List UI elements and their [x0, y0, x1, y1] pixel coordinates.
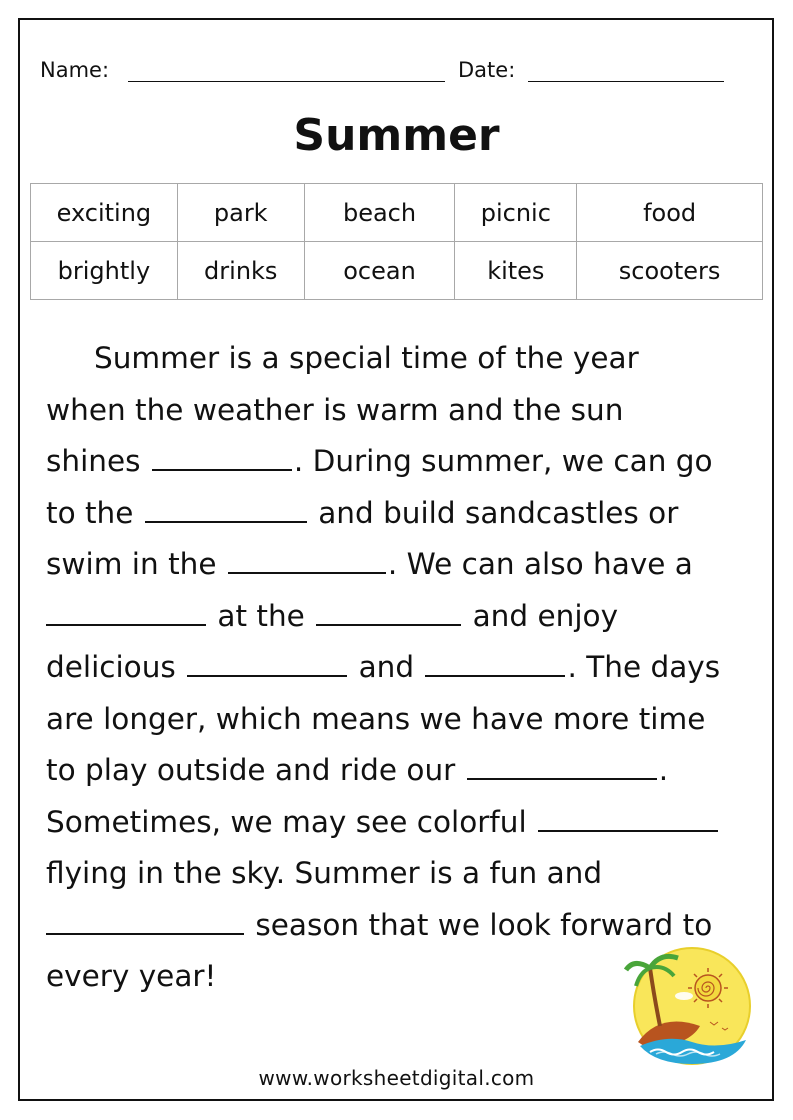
- passage-line: . During summer, we can go: [293, 444, 713, 478]
- word-bank-row: [31, 184, 763, 242]
- website-footer: www.worksheetdigital.com: [258, 1066, 535, 1090]
- answer-blank[interactable]: [46, 903, 244, 935]
- word-bank-cell: brightly: [31, 242, 178, 300]
- passage-line: Summer is a special time of the year: [94, 341, 639, 375]
- passage-line: . We can also have a: [387, 547, 693, 581]
- answer-blank[interactable]: [228, 542, 386, 574]
- passage-line: every year!: [46, 959, 217, 993]
- passage-line: and enjoy: [472, 598, 619, 633]
- answer-blank[interactable]: [467, 748, 657, 780]
- passage-line: . The days: [567, 650, 721, 684]
- word-bank-cell: scooters: [577, 242, 763, 300]
- summer-beach-sun-icon: [620, 946, 760, 1066]
- passage-line: at the: [217, 598, 305, 633]
- passage-line: to the: [46, 495, 134, 530]
- answer-blank[interactable]: [145, 491, 307, 523]
- passage-line: to play outside and ride our: [46, 753, 456, 787]
- word-bank-cell: ocean: [304, 242, 455, 300]
- word-bank-row: [31, 242, 763, 300]
- word-bank-cell: kites: [455, 242, 577, 300]
- passage-line: are longer, which means we have more time: [46, 701, 706, 736]
- passage-line: delicious: [46, 650, 176, 684]
- name-field[interactable]: [128, 81, 445, 82]
- name-label: Name:: [40, 58, 110, 82]
- passage-text: [46, 333, 766, 1003]
- passage-line: Sometimes, we may see colorful: [46, 804, 527, 839]
- answer-blank[interactable]: [46, 594, 206, 626]
- word-bank-cell: drinks: [177, 242, 304, 300]
- name-date-row: [40, 58, 740, 88]
- passage-line: season that we look forward to: [255, 907, 713, 942]
- passage-line: and build sandcastles or: [318, 495, 679, 530]
- passage-line: .: [658, 753, 669, 787]
- passage-line: flying in the sky. Summer is a fun and: [46, 856, 603, 890]
- passage-line: and: [358, 650, 415, 684]
- worksheet-title: Summer: [293, 110, 500, 161]
- answer-blank[interactable]: [187, 645, 347, 677]
- word-bank-cell: picnic: [455, 184, 577, 242]
- word-bank-cell: beach: [304, 184, 455, 242]
- word-bank-cell: exciting: [31, 184, 178, 242]
- answer-blank[interactable]: [538, 800, 718, 832]
- passage-line: shines: [46, 444, 141, 478]
- word-bank-table: [30, 183, 763, 300]
- answer-blank[interactable]: [152, 439, 292, 471]
- word-bank-cell: food: [577, 184, 763, 242]
- word-bank-cell: park: [177, 184, 304, 242]
- passage-line: when the weather is warm and the sun: [46, 392, 624, 427]
- passage-line: swim in the: [46, 547, 217, 581]
- answer-blank[interactable]: [316, 594, 461, 626]
- date-field[interactable]: [528, 81, 724, 82]
- answer-blank[interactable]: [425, 645, 565, 677]
- date-label: Date:: [458, 58, 516, 82]
